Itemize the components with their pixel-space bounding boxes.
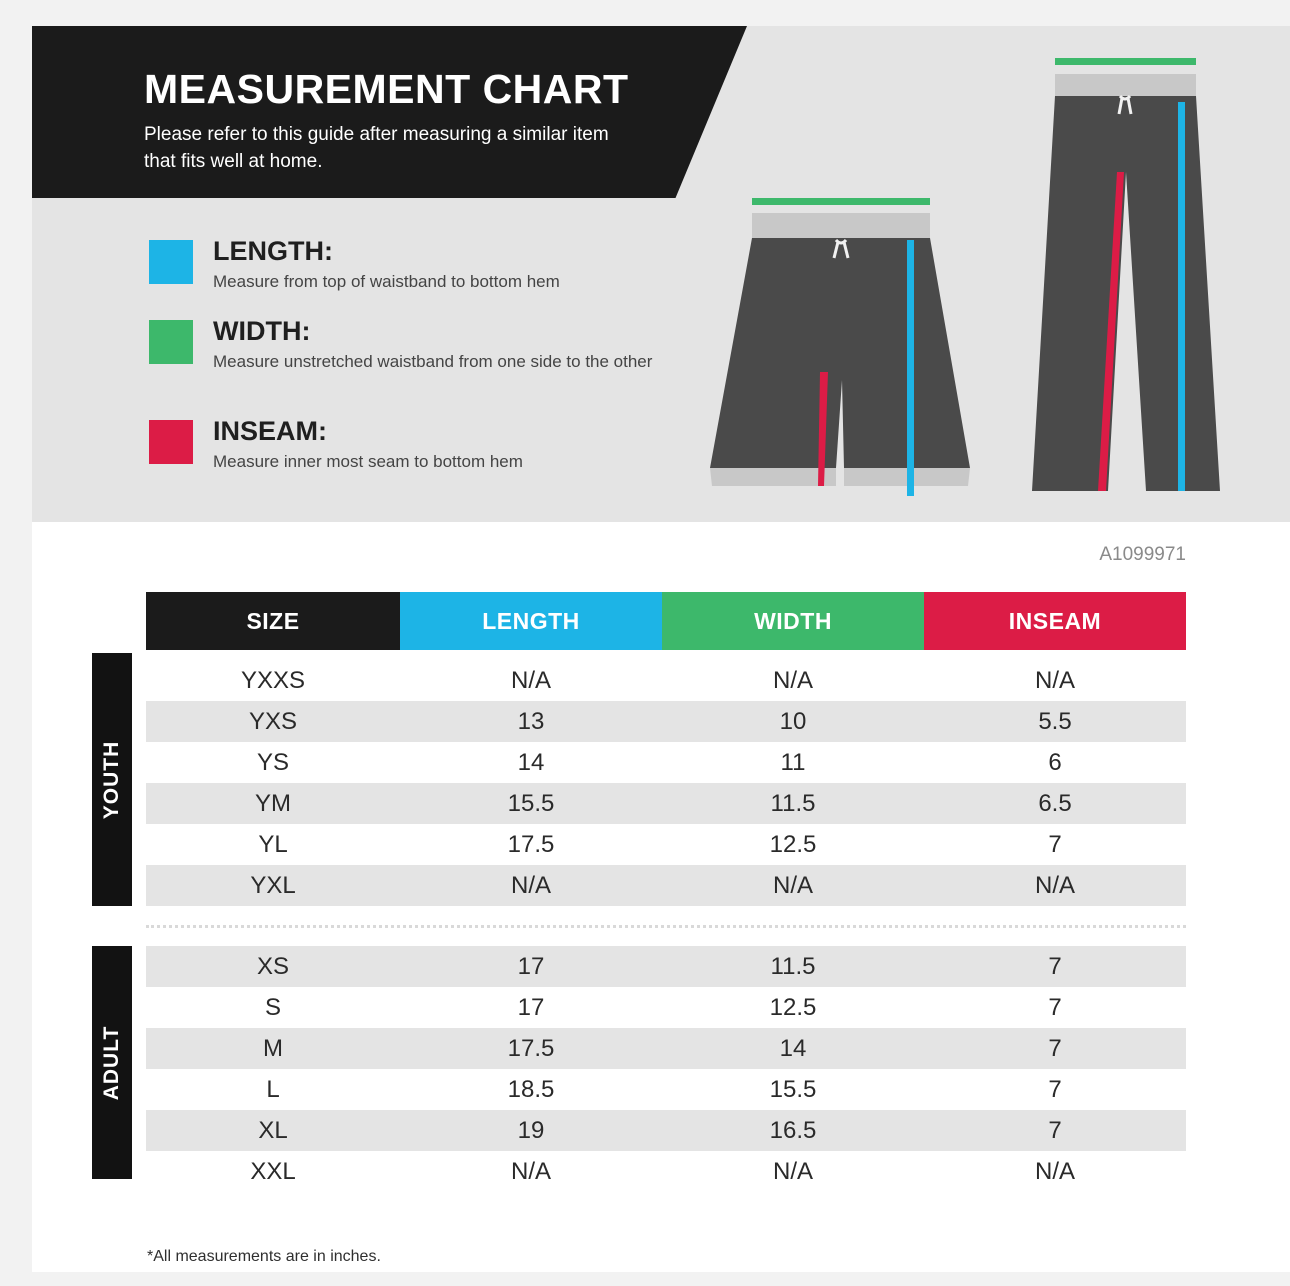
table-row bbox=[146, 824, 1186, 865]
table-row bbox=[146, 742, 1186, 783]
legend-label: LENGTH: bbox=[213, 236, 333, 266]
legend-description: Measure inner most seam to bottom hem bbox=[213, 452, 523, 471]
table-row bbox=[146, 1151, 1186, 1192]
table-cell-width: 12.5 bbox=[769, 830, 817, 858]
table-cell-size: S bbox=[264, 993, 281, 1021]
garment-illustration bbox=[708, 54, 1228, 504]
table-cell-inseam: N/A bbox=[1034, 1157, 1075, 1185]
page-subtitle: Please refer to this guide after measuring a similar item that fits well at home. bbox=[144, 124, 609, 172]
group-label-text: YOUTH bbox=[100, 740, 123, 819]
table-cell-width: N/A bbox=[772, 871, 813, 899]
table-cell-inseam: 7 bbox=[1048, 1034, 1062, 1062]
table-cell-width: 11 bbox=[780, 748, 806, 776]
table-cell-width: N/A bbox=[772, 666, 813, 694]
shorts-illustration-icon bbox=[710, 198, 970, 496]
measurement-chart-sheet bbox=[32, 26, 1290, 1272]
table-cell-length: 13 bbox=[517, 707, 545, 735]
table-cell-size: YM bbox=[255, 789, 291, 817]
column-header-width: WIDTH bbox=[662, 592, 924, 650]
table-row bbox=[146, 946, 1186, 987]
table-cell-width: 11.5 bbox=[770, 789, 816, 817]
table-cell-inseam: 6 bbox=[1048, 748, 1062, 776]
table-cell-length: 15.5 bbox=[507, 789, 555, 817]
table-cell-size: YXXS bbox=[240, 666, 306, 694]
table-cell-length: 14 bbox=[517, 748, 545, 776]
table-cell-inseam: 7 bbox=[1048, 1116, 1062, 1144]
legend-description: Measure unstretched waistband from one side to the other bbox=[213, 352, 653, 371]
table-cell-inseam: 7 bbox=[1048, 952, 1062, 980]
table-row bbox=[146, 701, 1186, 742]
table-cell-width: 11.5 bbox=[770, 952, 816, 980]
group-divider bbox=[146, 925, 1186, 928]
table-cell-width: 16.5 bbox=[769, 1116, 817, 1144]
table-row bbox=[146, 865, 1186, 906]
footnote: *All measurements are in inches. bbox=[147, 1248, 381, 1265]
length-swatch-icon bbox=[149, 240, 193, 284]
table-row bbox=[146, 1110, 1186, 1151]
table-cell-size: XXL bbox=[250, 1157, 296, 1185]
table-row bbox=[146, 987, 1186, 1028]
table-cell-inseam: 7 bbox=[1048, 993, 1062, 1021]
table-cell-length: 17 bbox=[517, 993, 545, 1021]
table-cell-width: 15.5 bbox=[769, 1075, 817, 1103]
table-cell-length: N/A bbox=[510, 871, 551, 899]
group-label-adult bbox=[92, 946, 132, 1179]
table-cell-width: 14 bbox=[779, 1034, 807, 1062]
table-cell-inseam: N/A bbox=[1034, 871, 1075, 899]
table-cell-length: 17 bbox=[517, 952, 545, 980]
table-cell-length: 18.5 bbox=[507, 1075, 555, 1103]
table-cell-size: L bbox=[266, 1075, 280, 1103]
table-cell-width: 10 bbox=[779, 707, 807, 735]
table-cell-inseam: 7 bbox=[1048, 1075, 1062, 1103]
table-cell-length: 17.5 bbox=[507, 830, 555, 858]
table-cell-width: N/A bbox=[772, 1157, 813, 1185]
table-row bbox=[146, 1028, 1186, 1069]
table-cell-length: N/A bbox=[510, 1157, 551, 1185]
table-cell-size: YS bbox=[256, 748, 289, 776]
table-cell-size: YL bbox=[258, 830, 288, 858]
inseam-swatch-icon bbox=[149, 420, 193, 464]
group-label-text: ADULT bbox=[100, 1025, 123, 1100]
table-cell-length: N/A bbox=[510, 666, 551, 694]
legend-description: Measure from top of waistband to bottom hem bbox=[213, 272, 560, 291]
table-row bbox=[146, 660, 1186, 701]
table-cell-width: 12.5 bbox=[769, 993, 817, 1021]
header-band bbox=[32, 26, 1290, 522]
group-label-youth bbox=[92, 653, 132, 906]
column-header-size: SIZE bbox=[146, 592, 400, 650]
legend-label: INSEAM: bbox=[213, 416, 327, 446]
pants-illustration-icon bbox=[1032, 58, 1220, 491]
table-cell-size: XS bbox=[256, 952, 289, 980]
table-cell-length: 19 bbox=[517, 1116, 545, 1144]
table-cell-size: XL bbox=[258, 1116, 288, 1144]
page-title: MEASUREMENT CHART bbox=[144, 66, 629, 112]
table-cell-size: YXS bbox=[248, 707, 298, 735]
table-cell-inseam: 7 bbox=[1048, 830, 1062, 858]
width-swatch-icon bbox=[149, 320, 193, 364]
column-header-inseam: INSEAM bbox=[924, 592, 1186, 650]
product-code: A1099971 bbox=[1099, 544, 1186, 565]
legend-label: WIDTH: bbox=[213, 316, 311, 346]
table-cell-inseam: 6.5 bbox=[1038, 789, 1072, 817]
table-row bbox=[146, 1069, 1186, 1110]
column-header-length: LENGTH bbox=[400, 592, 662, 650]
table-cell-length: 17.5 bbox=[507, 1034, 555, 1062]
table-cell-size: M bbox=[263, 1034, 283, 1062]
table-cell-inseam: N/A bbox=[1034, 666, 1075, 694]
table-cell-inseam: 5.5 bbox=[1038, 707, 1072, 735]
table-row bbox=[146, 783, 1186, 824]
table-cell-size: YXL bbox=[250, 871, 296, 899]
